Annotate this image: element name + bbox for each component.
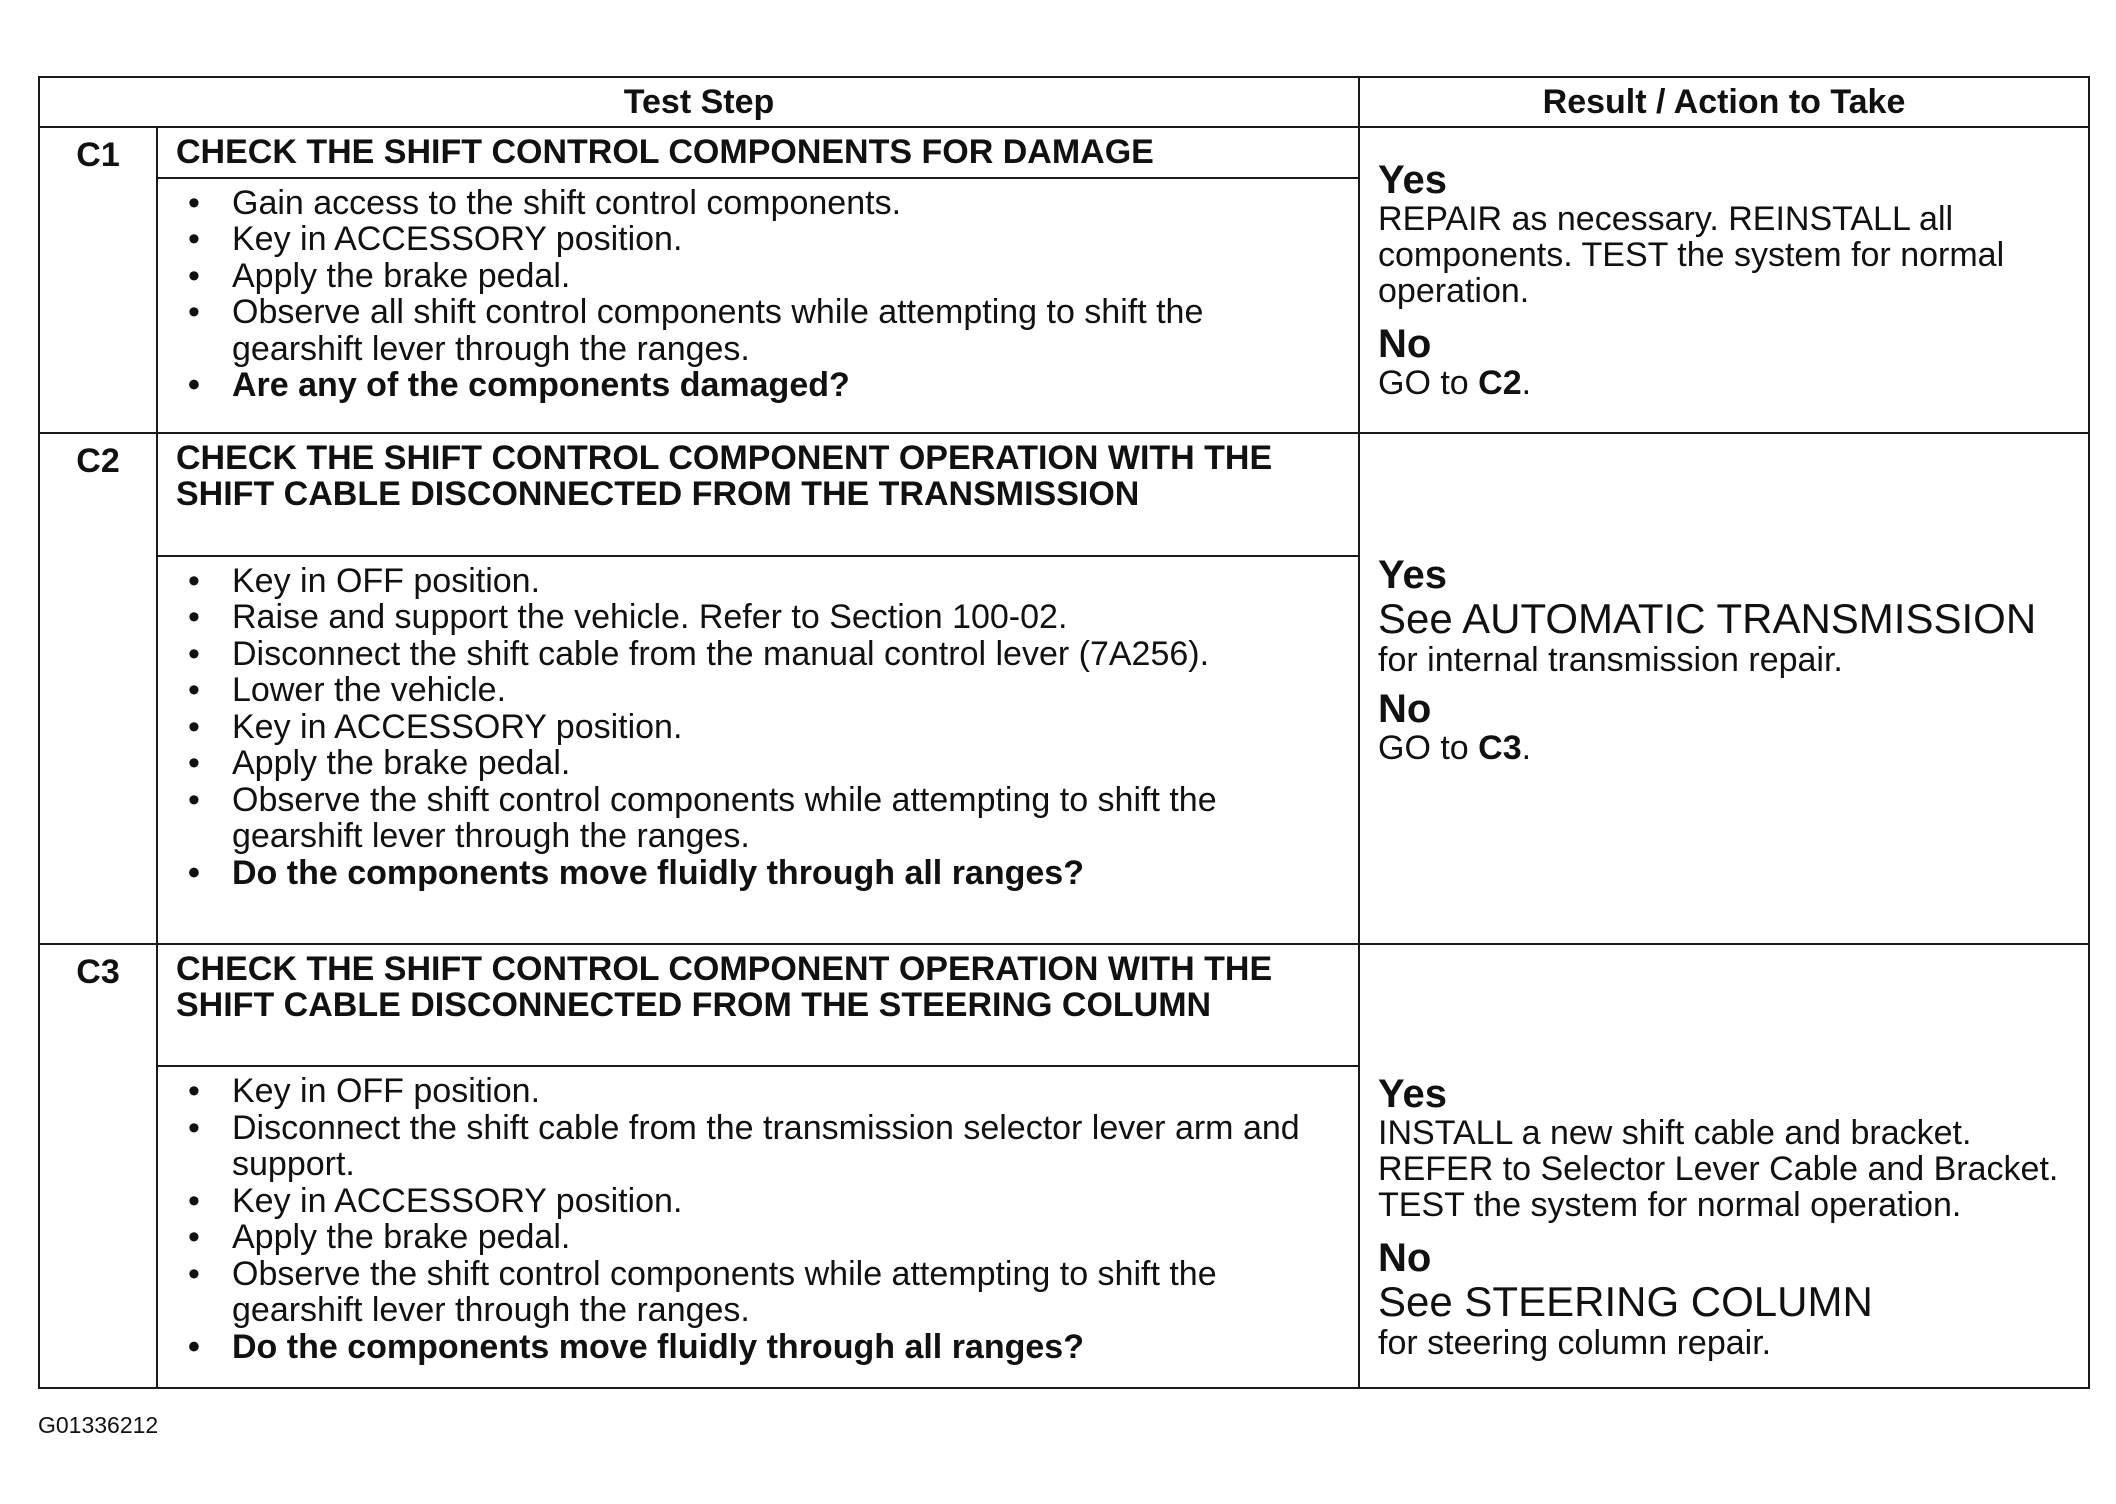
step-c1-procedure (157, 178, 1359, 433)
procedure-list (176, 1073, 1340, 1365)
result-header: Result / Action to Take (1359, 77, 2089, 127)
procedure-item: • Apply the brake pedal. (212, 1219, 1340, 1256)
yes-action: INSTALL a new shift cable and bracket. REFER to Selector Lever Cable and Bracket. TEST the system for normal operation. (1378, 1113, 2059, 1224)
step-c1-title-row (39, 127, 2089, 177)
yes-reference: See AUTOMATIC TRANSMISSION (1378, 594, 2037, 642)
no-action: for steering column repair. (1378, 1323, 1772, 1362)
no-reference: See STEERING COLUMN (1378, 1277, 1873, 1325)
yes-label: Yes (1378, 552, 1447, 597)
figure-code: G01336212 (38, 1412, 159, 1438)
yes-action: for internal transmission repair. (1378, 640, 1843, 679)
no-label: No (1378, 322, 1432, 367)
step-c1-result (1359, 127, 2089, 433)
procedure-item: • Key in OFF position. (212, 563, 1340, 600)
procedure-item: • Key in ACCESSORY position. (212, 221, 1340, 258)
step-c3-result (1359, 944, 2089, 1388)
procedure-item: • Raise and support the vehicle. Refer to Section 100-02. (212, 599, 1340, 636)
yes-action: REPAIR as necessary. REINSTALL all components. TEST the system for normal operation. (1378, 200, 2005, 311)
step-c3-title-row (39, 944, 2089, 1067)
procedure-item: • Observe all shift control components while attempting to shift the gearshift lever through the ranges. (212, 294, 1340, 367)
procedure-list (176, 185, 1340, 404)
procedure-question: • Do the components move fluidly through all ranges? (212, 855, 1340, 892)
procedure-question: • Are any of the components damaged? (212, 367, 1340, 404)
procedure-list (176, 563, 1340, 892)
step-reference: C2 (1478, 364, 1522, 403)
step-c2-result (1359, 433, 2089, 944)
step-reference: C3 (1478, 728, 1522, 767)
procedure-item: • Apply the brake pedal. (212, 745, 1340, 782)
step-c2-procedure (157, 556, 1359, 944)
no-action: GO to C2. (1378, 364, 1532, 403)
header-row (39, 77, 2089, 127)
yes-label: Yes (1378, 1071, 1447, 1116)
procedure-item: • Key in ACCESSORY position. (212, 709, 1340, 746)
procedure-item: • Key in ACCESSORY position. (212, 1183, 1340, 1220)
yes-label: Yes (1378, 158, 1447, 203)
procedure-item: • Disconnect the shift cable from the transmission selector lever arm and support. (212, 1110, 1340, 1183)
step-title: CHECK THE SHIFT CONTROL COMPONENTS FOR DAMAGE (157, 127, 1359, 177)
procedure-item: • Key in OFF position. (212, 1073, 1340, 1110)
step-title: CHECK THE SHIFT CONTROL COMPONENT OPERATION WITH THE SHIFT CABLE DISCONNECTED FROM THE TRANSMISSION (157, 433, 1359, 556)
diagnostic-table (38, 76, 2090, 1389)
step-id: C1 (39, 127, 157, 433)
step-title: CHECK THE SHIFT CONTROL COMPONENT OPERATION WITH THE SHIFT CABLE DISCONNECTED FROM THE STEERING COLUMN (157, 944, 1359, 1067)
procedure-item: • Gain access to the shift control components. (212, 185, 1340, 222)
no-label: No (1378, 686, 1432, 731)
procedure-item: • Apply the brake pedal. (212, 258, 1340, 295)
no-label: No (1378, 1235, 1432, 1280)
step-id: C3 (39, 944, 157, 1388)
procedure-item: • Disconnect the shift cable from the manual control lever (7A256). (212, 636, 1340, 673)
no-action: GO to C3. (1378, 728, 1532, 767)
procedure-question: • Do the components move fluidly through all ranges? (212, 1329, 1340, 1366)
procedure-item: • Observe the shift control components while attempting to shift the gearshift lever through the ranges. (212, 1256, 1340, 1329)
test-step-header: Test Step (39, 77, 1359, 127)
procedure-item: • Observe the shift control components while attempting to shift the gearshift lever through the ranges. (212, 782, 1340, 855)
step-c3-procedure (157, 1066, 1359, 1388)
step-id: C2 (39, 433, 157, 944)
procedure-item: • Lower the vehicle. (212, 672, 1340, 709)
step-c2-title-row (39, 433, 2089, 556)
